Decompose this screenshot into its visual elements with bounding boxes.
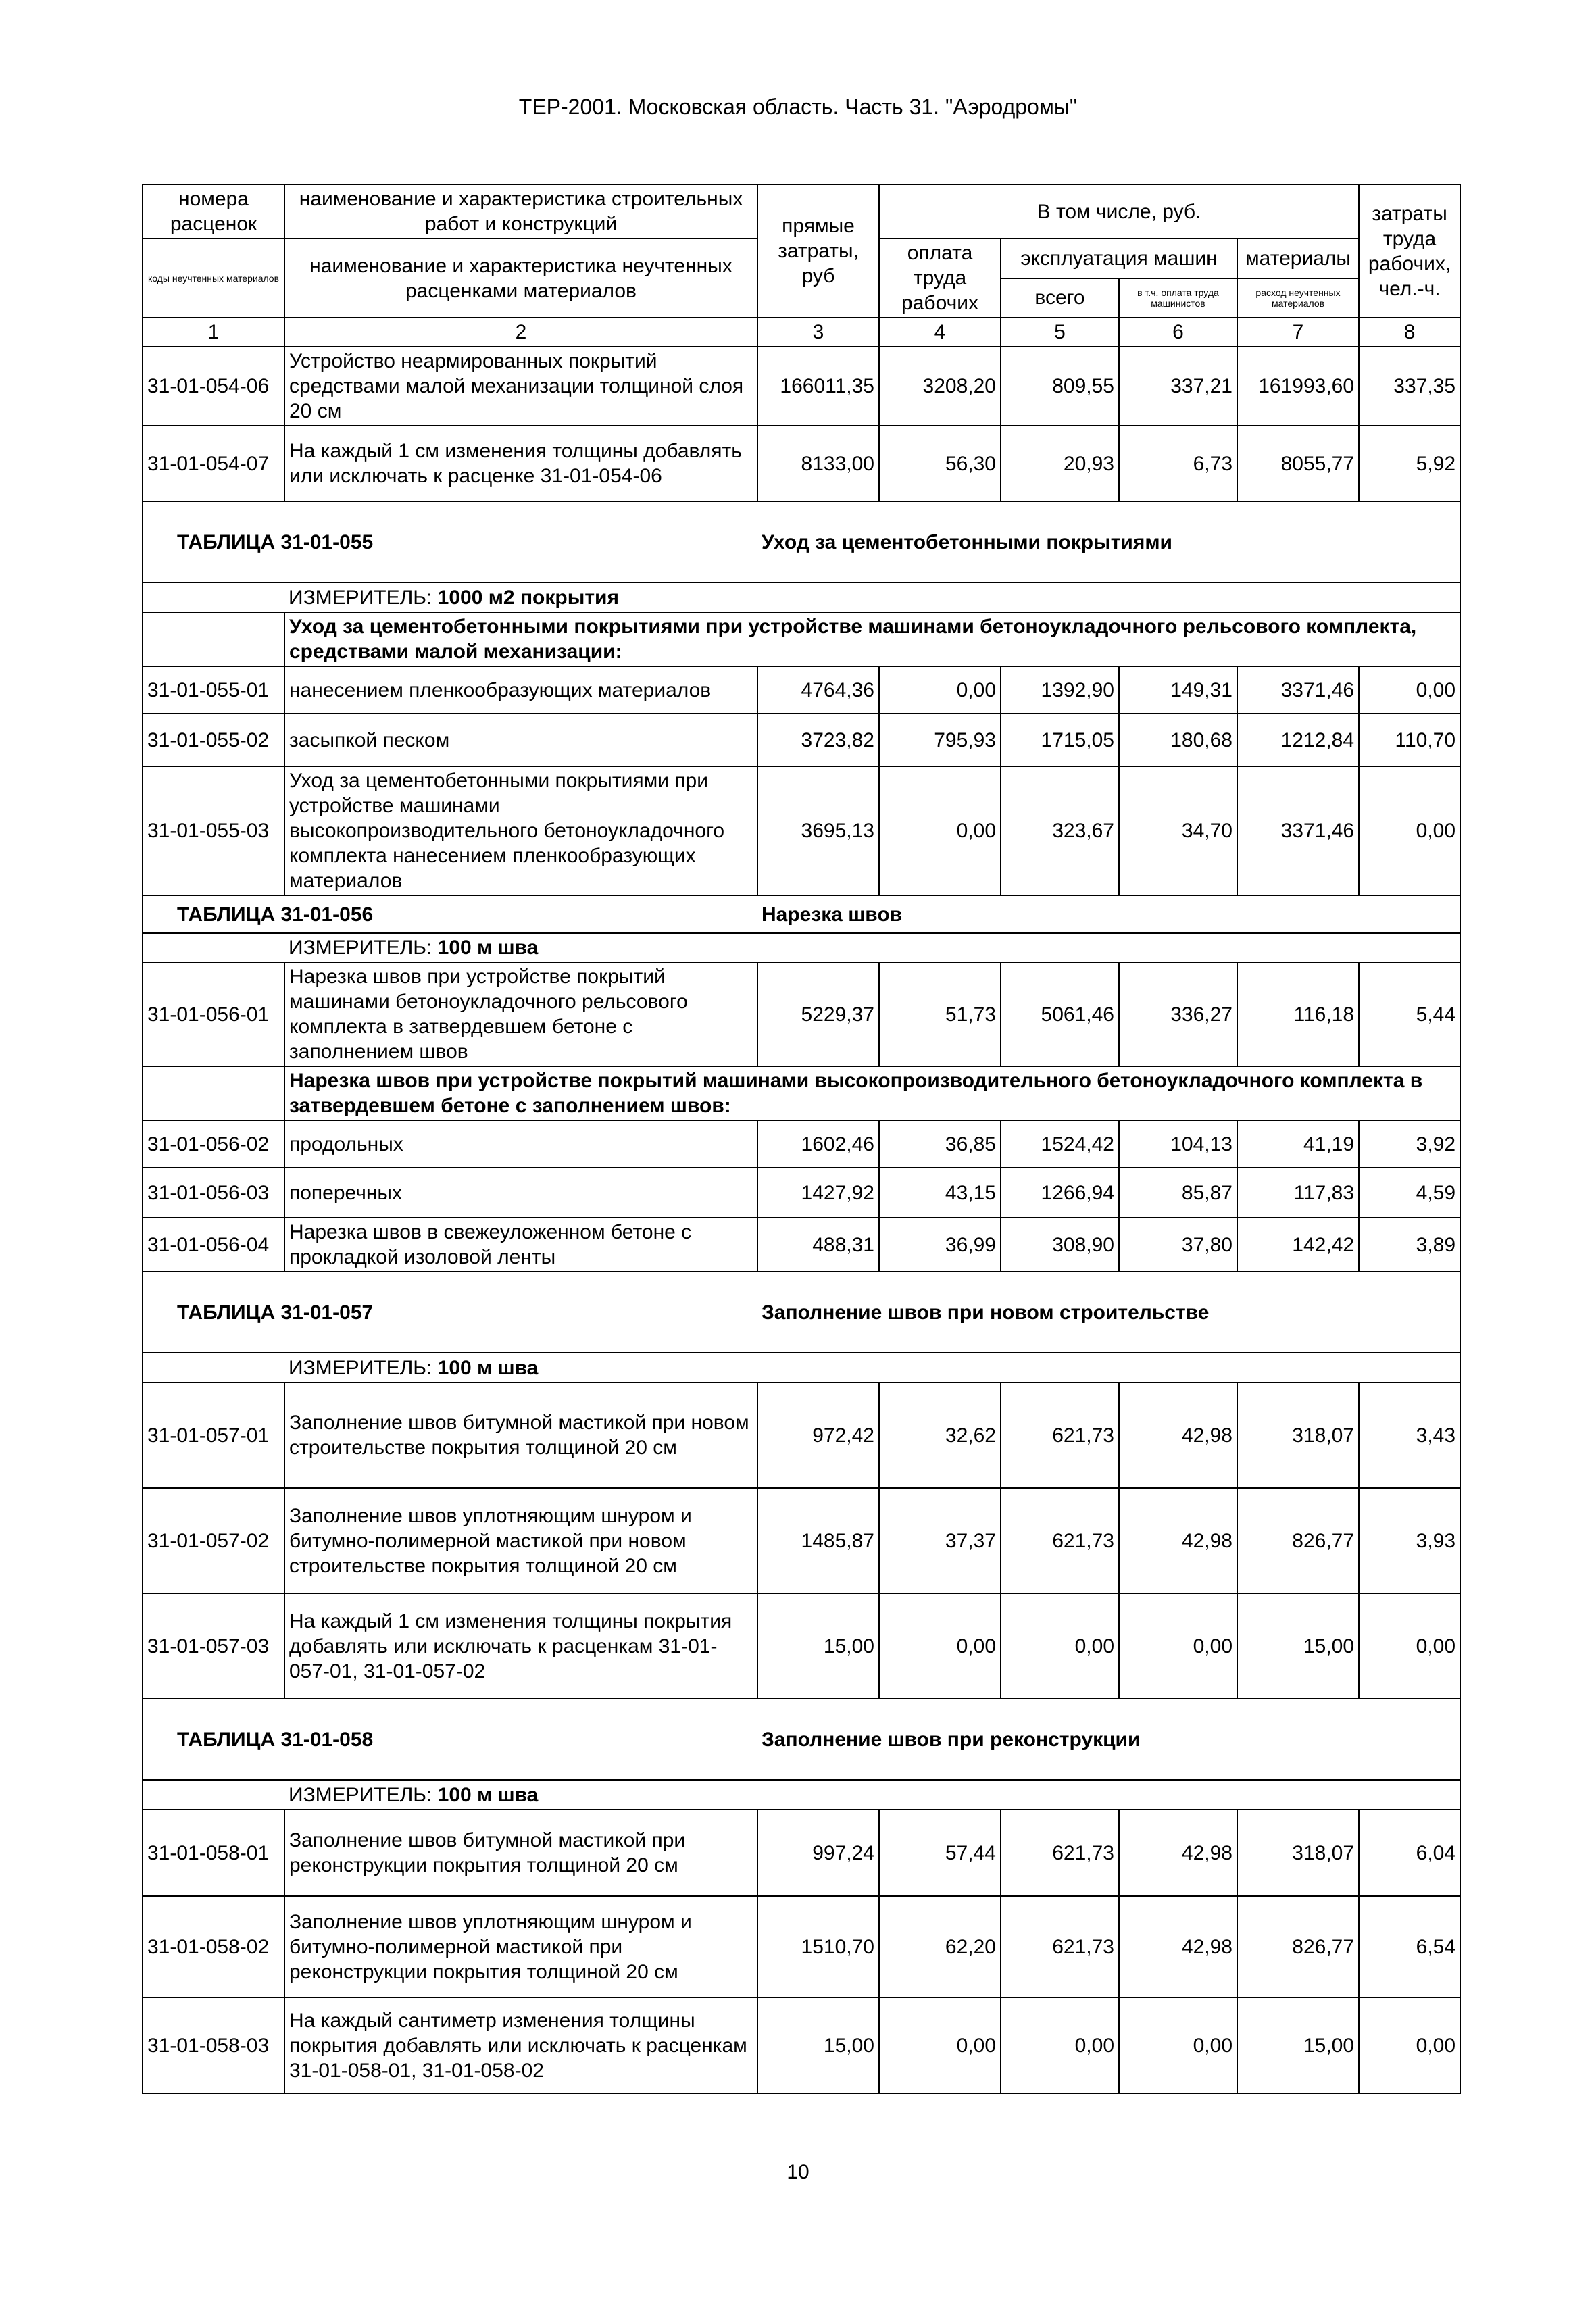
direct-cost: 972,42 [757,1383,879,1488]
machines-wages: 85,87 [1119,1168,1237,1218]
wages: 56,30 [879,426,1001,501]
rate-name: Нарезка швов при устройстве покрытий машинами бетоноукладочного рельсового комплекта в затвердевшем бетоне с заполнением швов [284,962,757,1066]
rate-name: Устройство неармированных покрытий средствами малой механизации толщиной слоя 20 см [284,347,757,426]
col-machines-header: эксплуатация машин [1001,239,1237,278]
rate-name: Заполнение швов битумной мастикой при новом строительстве покрытия толщиной 20 см [284,1383,757,1488]
rate-name: продольных [284,1120,757,1168]
col-code-sub: коды неучтенных материалов [143,239,284,318]
measure-value: 100 м шва [437,937,539,959]
wages: 36,85 [879,1120,1001,1168]
labor: 3,93 [1359,1488,1460,1593]
direct-cost: 5229,37 [757,962,879,1066]
machines-wages: 0,00 [1119,1997,1237,2093]
section-title-row [143,501,1460,582]
col-materials-header: материалы [1237,239,1359,278]
rate-code: 31-01-055-01 [143,666,284,714]
direct-cost: 1602,46 [757,1120,879,1168]
machines-total: 1392,90 [1001,666,1119,714]
table-row [143,1218,1460,1272]
measure [284,1353,1460,1383]
measure-value: 100 м шва [437,1356,539,1379]
col-incl-header: В том числе, руб. [879,184,1359,239]
machines-wages: 0,00 [1119,1593,1237,1699]
direct-cost: 1510,70 [757,1896,879,1997]
rate-code: 31-01-054-06 [143,347,284,426]
measure-label: ИЗМЕРИТЕЛЬ: [289,1783,432,1806]
measure-value: 100 м шва [437,1783,539,1806]
section-title-row [143,1272,1460,1353]
wages: 36,99 [879,1218,1001,1272]
table-row [143,1120,1460,1168]
header-row-1 [143,184,1460,239]
table-row [143,347,1460,426]
table-row [143,1997,1460,2093]
labor: 3,89 [1359,1218,1460,1272]
materials: 8055,77 [1237,426,1359,501]
rate-code: 31-01-056-04 [143,1218,284,1272]
machines-wages: 149,31 [1119,666,1237,714]
direct-cost: 15,00 [757,1997,879,2093]
table-row [143,1593,1460,1699]
rate-code: 31-01-055-02 [143,714,284,766]
rate-code: 31-01-057-02 [143,1488,284,1593]
machines-wages: 42,98 [1119,1810,1237,1896]
materials: 318,07 [1237,1810,1359,1896]
wages: 62,20 [879,1896,1001,1997]
machines-wages: 337,21 [1119,347,1237,426]
machines-wages: 42,98 [1119,1488,1237,1593]
machines-total: 621,73 [1001,1896,1119,1997]
labor: 0,00 [1359,766,1460,895]
col-number: 5 [1001,318,1119,347]
wages: 57,44 [879,1810,1001,1896]
machines-total: 0,00 [1001,1997,1119,2093]
measure-label: ИЗМЕРИТЕЛЬ: [289,937,432,959]
page-header: ТЕР-2001. Московская область. Часть 31. "Аэродромы" [518,95,1078,119]
section-name: Заполнение швов при реконструкции [757,1699,1460,1780]
materials: 142,42 [1237,1218,1359,1272]
labor: 4,59 [1359,1168,1460,1218]
rate-code: 31-01-054-07 [143,426,284,501]
table-row [143,1488,1460,1593]
table-row [143,714,1460,766]
labor: 0,00 [1359,1997,1460,2093]
machines-total: 1266,94 [1001,1168,1119,1218]
table-row [143,1168,1460,1218]
col-number: 3 [757,318,879,347]
rate-code: 31-01-055-03 [143,766,284,895]
rate-code: 31-01-056-02 [143,1120,284,1168]
materials: 1212,84 [1237,714,1359,766]
machines-total: 20,93 [1001,426,1119,501]
direct-cost: 3695,13 [757,766,879,895]
col-machines-wages: в т.ч. оплата труда машинистов [1119,278,1237,318]
rate-name: На каждый 1 см изменения толщины покрытия добавлять или исключать к расценкам 31-01-057-01, 31-01-057-02 [284,1593,757,1699]
table-row [143,962,1460,1066]
direct-cost: 1485,87 [757,1488,879,1593]
group-title: Уход за цементобетонными покрытиями при устройстве машинами бетоноукладочного рельсового комплекта, средствами малой механизации: [284,612,1460,666]
rate-name: Уход за цементобетонными покрытиями при устройстве машинами высокопроизводительного бетоноукладочного комплекта нанесением пленкообразующих материалов [284,766,757,895]
machines-total: 0,00 [1001,1593,1119,1699]
rate-code: 31-01-058-02 [143,1896,284,1997]
table-row [143,1896,1460,1997]
machines-total: 809,55 [1001,347,1119,426]
page-number: 10 [787,2161,809,2183]
rate-name: поперечных [284,1168,757,1218]
wages: 0,00 [879,1997,1001,2093]
measure [284,933,1460,962]
wages: 0,00 [879,1593,1001,1699]
table-row [143,1383,1460,1488]
direct-cost: 8133,00 [757,426,879,501]
wages: 795,93 [879,714,1001,766]
machines-wages: 42,98 [1119,1383,1237,1488]
wages: 0,00 [879,666,1001,714]
materials: 826,77 [1237,1488,1359,1593]
measure-label: ИЗМЕРИТЕЛЬ: [289,1356,432,1379]
col-number: 4 [879,318,1001,347]
direct-cost: 15,00 [757,1593,879,1699]
col-name-header: наименование и характеристика строительных работ и конструкций [284,184,757,239]
section-title: ТАБЛИЦА 31-01-055 [143,501,757,582]
machines-wages: 34,70 [1119,766,1237,895]
section-name: Нарезка швов [757,895,1460,933]
rate-code: 31-01-057-03 [143,1593,284,1699]
labor: 0,00 [1359,666,1460,714]
group-row [143,612,1460,666]
section-title-row [143,1699,1460,1780]
machines-total: 621,73 [1001,1810,1119,1896]
table-row [143,666,1460,714]
section-title: ТАБЛИЦА 31-01-058 [143,1699,757,1780]
rate-name: Заполнение швов уплотняющим шнуром и битумно-полимерной мастикой при реконструкции покрытия толщиной 20 см [284,1896,757,1997]
labor: 110,70 [1359,714,1460,766]
materials: 3371,46 [1237,766,1359,895]
machines-total: 1524,42 [1001,1120,1119,1168]
section-title: ТАБЛИЦА 31-01-056 [143,895,757,933]
machines-wages: 6,73 [1119,426,1237,501]
col-number: 2 [284,318,757,347]
rate-code: 31-01-058-01 [143,1810,284,1896]
table-row [143,1810,1460,1896]
price-table [142,184,1461,2094]
machines-wages: 37,80 [1119,1218,1237,1272]
measure-row [143,1780,1460,1810]
measure-row [143,582,1460,612]
machines-total: 621,73 [1001,1488,1119,1593]
machines-total: 621,73 [1001,1383,1119,1488]
machines-wages: 42,98 [1119,1896,1237,1997]
measure [284,582,1460,612]
col-code-header: номера расценок [143,184,284,239]
col-machines-total: всего [1001,278,1119,318]
materials: 161993,60 [1237,347,1359,426]
measure-label: ИЗМЕРИТЕЛЬ: [289,586,432,609]
materials: 117,83 [1237,1168,1359,1218]
labor: 0,00 [1359,1593,1460,1699]
labor: 337,35 [1359,347,1460,426]
group-row [143,1066,1460,1120]
machines-wages: 104,13 [1119,1120,1237,1168]
col-materials-sub: расход неучтенных материалов [1237,278,1359,318]
wages: 3208,20 [879,347,1001,426]
direct-cost: 1427,92 [757,1168,879,1218]
rate-name: На каждый 1 см изменения толщины добавлять или исключать к расценке 31-01-054-06 [284,426,757,501]
materials: 15,00 [1237,1997,1359,2093]
direct-cost: 997,24 [757,1810,879,1896]
rate-name: Заполнение швов битумной мастикой при реконструкции покрытия толщиной 20 см [284,1810,757,1896]
machines-wages: 336,27 [1119,962,1237,1066]
direct-cost: 4764,36 [757,666,879,714]
price-table-wrapper [142,184,1460,2094]
machines-total: 323,67 [1001,766,1119,895]
labor: 6,04 [1359,1810,1460,1896]
rate-name: Заполнение швов уплотняющим шнуром и битумно-полимерной мастикой при новом строительстве покрытия толщиной 20 см [284,1488,757,1593]
labor: 6,54 [1359,1896,1460,1997]
rate-name: Нарезка швов в свежеуложенном бетоне с прокладкой изоловой ленты [284,1218,757,1272]
col-wages-header: оплата труда рабочих [879,239,1001,318]
direct-cost: 3723,82 [757,714,879,766]
rate-code: 31-01-056-03 [143,1168,284,1218]
machines-wages: 180,68 [1119,714,1237,766]
col-name-sub: наименование и характеристика неучтенных расценками материалов [284,239,757,318]
wages: 0,00 [879,766,1001,895]
labor: 5,44 [1359,962,1460,1066]
group-title: Нарезка швов при устройстве покрытий машинами высокопроизводительного бетоноукладочного комплекта в затвердевшем бетоне с заполнением швов: [284,1066,1460,1120]
materials: 3371,46 [1237,666,1359,714]
table-row [143,426,1460,501]
col-number: 8 [1359,318,1460,347]
col-labor-header: затраты труда рабочих, чел.-ч. [1359,184,1460,318]
wages: 43,15 [879,1168,1001,1218]
wages: 37,37 [879,1488,1001,1593]
rate-name: нанесением пленкообразующих материалов [284,666,757,714]
section-name: Уход за цементобетонными покрытиями [757,501,1460,582]
rate-code: 31-01-058-03 [143,1997,284,2093]
direct-cost: 166011,35 [757,347,879,426]
direct-cost: 488,31 [757,1218,879,1272]
measure-value: 1000 м2 покрытия [437,586,619,609]
measure [284,1780,1460,1810]
col-number: 7 [1237,318,1359,347]
materials: 41,19 [1237,1120,1359,1168]
materials: 15,00 [1237,1593,1359,1699]
machines-total: 1715,05 [1001,714,1119,766]
section-title-row [143,895,1460,933]
rate-name: засыпкой песком [284,714,757,766]
labor: 3,92 [1359,1120,1460,1168]
measure-row [143,933,1460,962]
rate-code: 31-01-057-01 [143,1383,284,1488]
section-title: ТАБЛИЦА 31-01-057 [143,1272,757,1353]
wages: 32,62 [879,1383,1001,1488]
table-row [143,766,1460,895]
rate-code: 31-01-056-01 [143,962,284,1066]
wages: 51,73 [879,962,1001,1066]
materials: 116,18 [1237,962,1359,1066]
col-number: 1 [143,318,284,347]
col-number: 6 [1119,318,1237,347]
labor: 3,43 [1359,1383,1460,1488]
machines-total: 308,90 [1001,1218,1119,1272]
col-direct-header: прямые затраты, руб [757,184,879,318]
materials: 826,77 [1237,1896,1359,1997]
materials: 318,07 [1237,1383,1359,1488]
machines-total: 5061,46 [1001,962,1119,1066]
section-name: Заполнение швов при новом строительстве [757,1272,1460,1353]
measure-row [143,1353,1460,1383]
rate-name: На каждый сантиметр изменения толщины покрытия добавлять или исключать к расценкам 31-01-058-01, 31-01-058-02 [284,1997,757,2093]
labor: 5,92 [1359,426,1460,501]
column-numbers-row [143,318,1460,347]
